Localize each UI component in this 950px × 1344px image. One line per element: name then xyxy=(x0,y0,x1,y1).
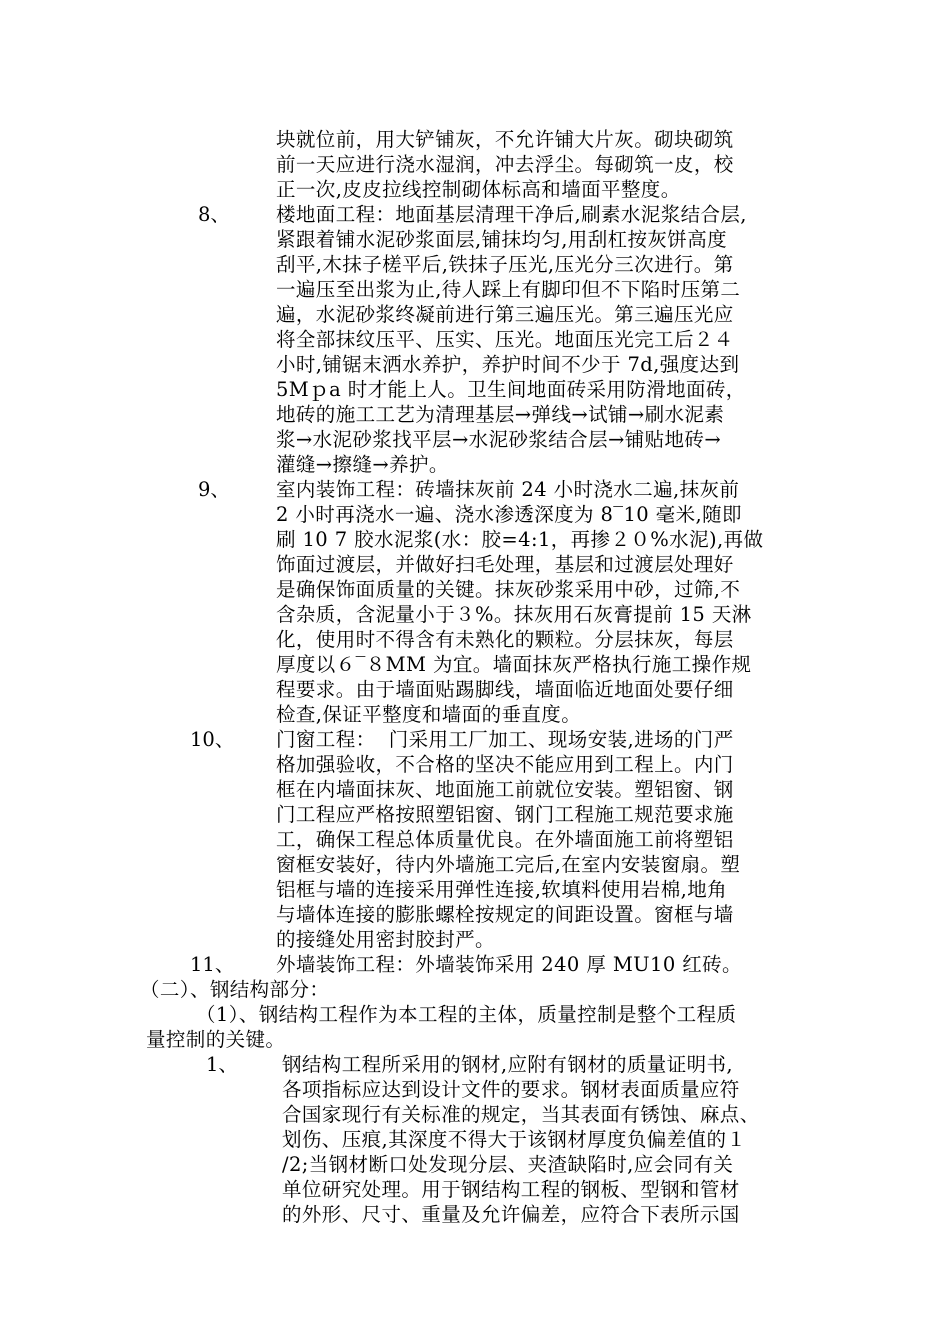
text-line: （1）、钢结构工程作为本工程的主体，质量控制是整个工程质 xyxy=(196,1003,737,1026)
text-line: 框在内墙面抹灰、地面施工前就位安装。塑铝窗、钢 xyxy=(276,778,734,801)
text-line: 厚度以６‾８MM 为宜。墙面抹灰严格执行施工操作规 xyxy=(276,653,752,676)
text-line: 程要求。由于墙面贴踢脚线，墙面临近地面处要仔细 xyxy=(276,678,734,701)
text-line: 外墙装饰工程：外墙装饰采用 240 厚 MU10 红砖。 xyxy=(276,953,742,976)
text-line: 楼地面工程：地面基层清理干净后,刷素水泥浆结合层, xyxy=(276,203,747,226)
text-line: 遍，水泥砂浆终凝前进行第三遍压光。第三遍压光应 xyxy=(276,303,734,326)
section-heading: （二）、钢结构部分： xyxy=(140,978,330,1001)
text-line: 的接缝处用密封胶封严。 xyxy=(276,928,495,951)
text-line: 钢结构工程所采用的钢材,应附有钢材的质量证明书, xyxy=(282,1053,733,1076)
text-line: 的外形、尺寸、重量及允许偏差，应符合下表所示国 xyxy=(282,1203,740,1226)
text-line: 门工程应严格按照塑铝窗、钢门工程施工规范要求施 xyxy=(276,803,734,826)
item-number: 8、 xyxy=(198,203,230,226)
text-line: 紧跟着铺水泥砂浆面层,铺抹均匀,用刮杠按灰饼高度 xyxy=(276,228,727,251)
item-number: 9、 xyxy=(198,478,230,501)
text-line: 刮平,木抹子槎平后,铁抹子压光,压光分三次进行。第 xyxy=(276,253,734,276)
text-line: 一遍压至出浆为止,待人踩上有脚印但不下陷时压第二 xyxy=(276,278,741,301)
text-line: 划伤、压痕,其深度不得大于该钢材厚度负偏差值的１ xyxy=(282,1128,747,1151)
text-line: 5Mｐa 时才能上人。卫生间地面砖采用防滑地面砖， xyxy=(276,378,746,401)
text-line: 化，使用时不得含有未熟化的颗粒。分层抹灰，每层 xyxy=(276,628,734,651)
text-line: 将全部抹纹压平、压实、压光。地面压光完工后２４ xyxy=(276,328,734,351)
text-line: /2;当钢材断口处发现分层、夹渣缺陷时,应会同有关 xyxy=(282,1153,734,1176)
text-line: 2 小时再浇水一遍、浇水渗透深度为 8‾10 毫米,随即 xyxy=(276,503,742,526)
text-line: 是确保饰面质量的关键。抹灰砂浆采用中砂，过筛,不 xyxy=(276,578,741,601)
text-line: 与墙体连接的膨胀螺栓按规定的间距设置。窗框与墙 xyxy=(276,903,734,926)
text-line: 饰面过渡层，并做好扫毛处理，基层和过渡层处理好 xyxy=(276,553,734,576)
text-line: 前一天应进行浇水湿润，冲去浮尘。每砌筑一皮，校 xyxy=(276,153,734,176)
text-line: 室内装饰工程：砖墙抹灰前 24 小时浇水二遍,抹灰前 xyxy=(276,478,740,501)
text-line: 浆→水泥砂浆找平层→水泥砂浆结合层→铺贴地砖→ xyxy=(276,428,722,451)
text-line: 地砖的施工工艺为清理基层→弹线→试铺→刷水泥素 xyxy=(276,403,725,426)
text-line: 窗框安装好，待内外墙施工完后,在室内安装窗扇。塑 xyxy=(276,853,741,876)
item-number: 10、 xyxy=(190,728,235,751)
text-line: 铝框与墙的连接采用弹性连接,软填料使用岩棉,地角 xyxy=(276,878,727,901)
text-line: 刷 10 7 胶水泥浆(水：胶=4:1，再掺２０%水泥),再做 xyxy=(276,528,764,551)
text-line: 单位研究处理。用于钢结构工程的钢板、型钢和管材 xyxy=(282,1178,740,1201)
text-line: 含杂质，含泥量小于３%。抹灰用石灰膏提前 15 天淋 xyxy=(276,603,752,626)
item-number: 11、 xyxy=(190,953,235,976)
text-line: 块就位前，用大铲铺灰，不允许铺大片灰。砌块砌筑 xyxy=(276,128,734,151)
text-line: 格加强验收，不合格的坚决不能应用到工程上。内门 xyxy=(276,753,734,776)
text-line: 灌缝→擦缝→养护。 xyxy=(276,453,449,476)
text-line: 检查,保证平整度和墙面的垂直度。 xyxy=(276,703,582,726)
text-line: 正一次,皮皮拉线控制砌体标高和墙面平整度。 xyxy=(276,178,681,201)
text-line: 各项指标应达到设计文件的要求。钢材表面质量应符 xyxy=(282,1078,740,1101)
text-line: 量控制的关键。 xyxy=(146,1028,286,1051)
item-number: 1、 xyxy=(206,1053,238,1076)
text-line: 门窗工程： 门采用工厂加工、现场安装,进场的门严 xyxy=(276,728,734,751)
text-line: 小时,铺锯末洒水养护，养护时间不少于 7d,强度达到 xyxy=(276,353,740,376)
text-line: 合国家现行有关标准的规定，当其表面有锈蚀、麻点、 xyxy=(282,1103,760,1126)
text-line: 工，确保工程总体质量优良。在外墙面施工前将塑铝 xyxy=(276,828,734,851)
